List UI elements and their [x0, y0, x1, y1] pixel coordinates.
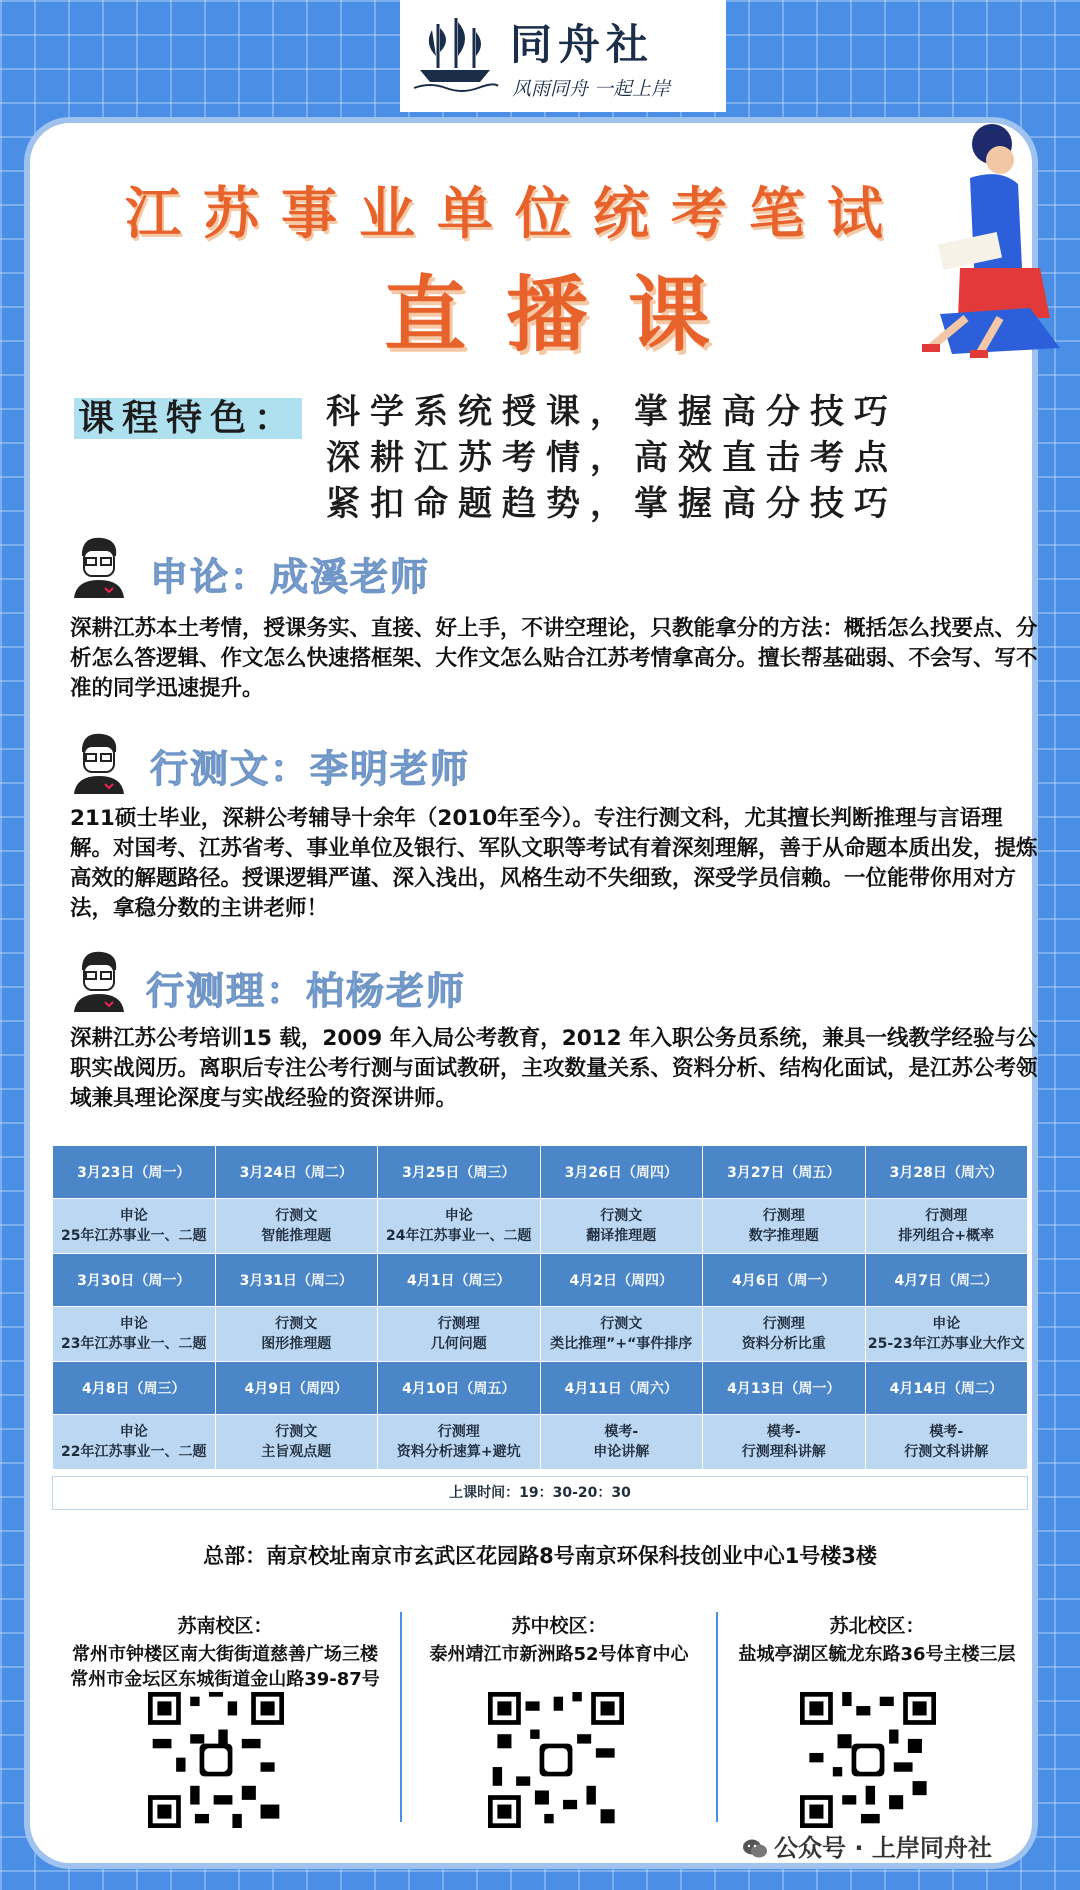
- schedule-date: 4月10日（周五）: [378, 1362, 541, 1415]
- schedule-cell: [540, 1307, 703, 1362]
- schedule-topic: 25-23年江苏事业大作文: [867, 1336, 1025, 1352]
- footer-text: 公众号 · 上岸同舟社: [774, 1834, 992, 1862]
- schedule-topic: 排列组合+概率: [898, 1228, 995, 1244]
- teacher-avatar-icon: [72, 532, 126, 598]
- brand-logo: [400, 0, 726, 112]
- schedule-subject: 模考-: [766, 1424, 801, 1440]
- schedule-date: 4月9日（周四）: [215, 1362, 378, 1415]
- schedule-date: 3月23日（周一）: [53, 1146, 216, 1199]
- schedule-subject-row: [53, 1307, 1028, 1362]
- campus-south: [52, 1610, 398, 1692]
- feature-item: 科学系统授课，掌握高分技巧: [326, 392, 898, 432]
- schedule-cell: [865, 1415, 1028, 1470]
- schedule-date: 3月28日（周六）: [865, 1146, 1028, 1199]
- schedule-date: 3月25日（周三）: [378, 1146, 541, 1199]
- schedule-cell: [865, 1199, 1028, 1254]
- schedule-subject: 行测理: [925, 1208, 968, 1224]
- schedule-subject: 申论: [932, 1316, 961, 1332]
- schedule-cell: [378, 1199, 541, 1254]
- schedule-topic: 25年江苏事业一、二题: [61, 1228, 207, 1244]
- schedule-subject: 行测文: [600, 1316, 643, 1332]
- campus-address: 泰州靖江市新洲路52号体育中心: [429, 1644, 689, 1665]
- campus-north: [718, 1610, 1036, 1667]
- footer-account: [742, 1828, 992, 1863]
- schedule-cell: [215, 1307, 378, 1362]
- schedule-subject: 申论: [119, 1316, 148, 1332]
- campus-title: 苏南校区：: [177, 1615, 273, 1637]
- schedule-date: 4月14日（周二）: [865, 1362, 1028, 1415]
- schedule-topic: 资料分析速算+避坑: [396, 1444, 521, 1460]
- feature-item: 深耕江苏考情，高效直击考点: [326, 438, 898, 478]
- schedule-subject: 申论: [119, 1424, 148, 1440]
- schedule-cell: [540, 1199, 703, 1254]
- schedule-subject: 行测文: [275, 1424, 318, 1440]
- schedule-subject: 模考-: [929, 1424, 964, 1440]
- schedule-date: 4月13日（周一）: [703, 1362, 866, 1415]
- schedule-topic: 行测理科讲解: [741, 1444, 826, 1460]
- feature-item: 紧扣命题趋势，掌握高分技巧: [326, 484, 898, 524]
- schedule-subject: 行测文: [600, 1208, 643, 1224]
- schedule-cell: [53, 1199, 216, 1254]
- schedule-subject: 申论: [444, 1208, 473, 1224]
- schedule-date-row: [53, 1362, 1028, 1415]
- schedule-topic: 图形推理题: [261, 1336, 332, 1352]
- brand-name: 同舟社: [510, 20, 655, 69]
- schedule-topic: 几何问题: [430, 1336, 487, 1352]
- schedule-cell: [215, 1199, 378, 1254]
- schedule-date: 3月31日（周二）: [215, 1254, 378, 1307]
- teacher-title: 行测文：李明老师: [150, 747, 471, 791]
- schedule-subject: 行测文: [275, 1316, 318, 1332]
- schedule-subject: 行测理: [437, 1424, 480, 1440]
- schedule-subject: 行测理: [437, 1316, 480, 1332]
- schedule-topic: 申论讲解: [593, 1444, 650, 1460]
- schedule-topic: 主旨观点题: [261, 1444, 332, 1460]
- teacher-title: 行测理：柏杨老师: [146, 969, 467, 1013]
- schedule-date: 3月24日（周二）: [215, 1146, 378, 1199]
- schedule-date: 4月8日（周三）: [53, 1362, 216, 1415]
- schedule-cell: [703, 1199, 866, 1254]
- schedule-subject: 行测理: [762, 1208, 805, 1224]
- page-subtitle: 直播课: [384, 268, 751, 363]
- schedule-cell: [703, 1307, 866, 1362]
- teacher-description: 深耕江苏本土考情，授课务实、直接、好上手，不讲空理论，只教能拿分的方法：概括怎么找要点、分析怎么答逻辑、作文怎么快速搭框架、大作文怎么贴合江苏考情拿高分。擅长帮基础弱、不会写、写不准的同学迅速提升。: [70, 616, 1038, 701]
- schedule-cell: [540, 1415, 703, 1470]
- schedule-topic: 数字推理题: [748, 1228, 819, 1244]
- features-label-text: 课程特色：: [74, 398, 302, 439]
- schedule-cell: [215, 1415, 378, 1470]
- qr-code-icon[interactable]: [800, 1692, 936, 1828]
- schedule-cell: [378, 1415, 541, 1470]
- reading-woman-illustration: [900, 118, 1070, 358]
- schedule-topic: 22年江苏事业一、二题: [61, 1444, 207, 1460]
- brand-slogan: 风雨同舟 一起上岸: [512, 78, 671, 100]
- features-label: [74, 390, 302, 441]
- schedule-subject: 行测文: [275, 1208, 318, 1224]
- schedule-cell: [865, 1307, 1028, 1362]
- schedule-date: 4月11日（周六）: [540, 1362, 703, 1415]
- campus-title: 苏北校区：: [829, 1615, 925, 1637]
- features-list: [326, 389, 898, 527]
- schedule-topic: 翻译推理题: [586, 1228, 657, 1244]
- schedule-topic: 24年江苏事业一、二题: [386, 1228, 532, 1244]
- schedule-date: 4月6日（周一）: [703, 1254, 866, 1307]
- schedule-cell: [53, 1307, 216, 1362]
- schedule-cell: [378, 1307, 541, 1362]
- wechat-icon: [742, 1838, 768, 1860]
- schedule-date: 3月26日（周四）: [540, 1146, 703, 1199]
- campus-central: [404, 1610, 714, 1667]
- schedule-topic: 资料分析比重: [741, 1336, 826, 1352]
- headquarters-address: 总部：南京校址南京市玄武区花园路8号南京环保科技创业中心1号楼3楼: [203, 1544, 877, 1568]
- schedule-cell: [703, 1415, 866, 1470]
- campus-address: 常州市钟楼区南大街街道慈善广场三楼: [72, 1644, 378, 1665]
- schedule-date: 3月30日（周一）: [53, 1254, 216, 1307]
- schedule-topic: 类比推理”+“事件排序: [550, 1336, 693, 1352]
- campus-address: 常州市金坛区东城街道金山路39-87号: [70, 1669, 380, 1690]
- ship-icon: [410, 10, 500, 100]
- schedule-date: 4月7日（周二）: [865, 1254, 1028, 1307]
- teacher-title: 申论：成溪老师: [150, 555, 431, 599]
- schedule-subject: 模考-: [604, 1424, 639, 1440]
- divider: [400, 1612, 402, 1822]
- schedule-topic: 23年江苏事业一、二题: [61, 1336, 207, 1352]
- teacher-description: 深耕江苏公考培训15 载，2009 年入局公考教育，2012 年入职公务员系统，兼具一线教学经验与公职实战阅历。离职后专注公考行测与面试教研，主攻数量关系、资料分析、结构化面试，是江苏公考领域兼具理论深度与实战经验的资深讲师。: [70, 1026, 1038, 1111]
- schedule-date-row: [53, 1254, 1028, 1307]
- schedule-date: 4月1日（周三）: [378, 1254, 541, 1307]
- qr-code-icon[interactable]: [148, 1692, 284, 1828]
- qr-code-icon[interactable]: [488, 1692, 624, 1828]
- teacher-avatar-icon: [72, 728, 126, 794]
- schedule-cell: [53, 1415, 216, 1470]
- schedule-subject: 申论: [119, 1208, 148, 1224]
- schedule-topic: 智能推理题: [261, 1228, 332, 1244]
- class-time: 上课时间：19：30-20：30: [52, 1476, 1028, 1510]
- campus-title: 苏中校区：: [511, 1615, 607, 1637]
- campus-address: 盐城亭湖区毓龙东路36号主楼三层: [738, 1644, 1016, 1665]
- schedule-table: [52, 1145, 1028, 1470]
- teacher-description: 211硕士毕业，深耕公考辅导十余年（2010年至今）。专注行测文科，尤其擅长判断推理与言语理解。对国考、江苏省考、事业单位及银行、军队文职等考试有着深刻理解，善于从命题本质出发，提炼高效的解题路径。授课逻辑严谨、深入浅出，风格生动不失细致，深受学员信赖。一位能带你用对方法，拿稳分数的主讲老师！: [70, 806, 1038, 921]
- schedule-subject-row: [53, 1199, 1028, 1254]
- teacher-avatar-icon: [72, 946, 126, 1012]
- schedule-date: 4月2日（周四）: [540, 1254, 703, 1307]
- schedule-topic: 行测文科讲解: [904, 1444, 989, 1460]
- schedule-date: 3月27日（周五）: [703, 1146, 866, 1199]
- schedule-subject: 行测理: [762, 1316, 805, 1332]
- page-title: 江苏事业单位统考笔试: [125, 182, 905, 247]
- schedule-date-row: [53, 1146, 1028, 1199]
- schedule-subject-row: [53, 1415, 1028, 1470]
